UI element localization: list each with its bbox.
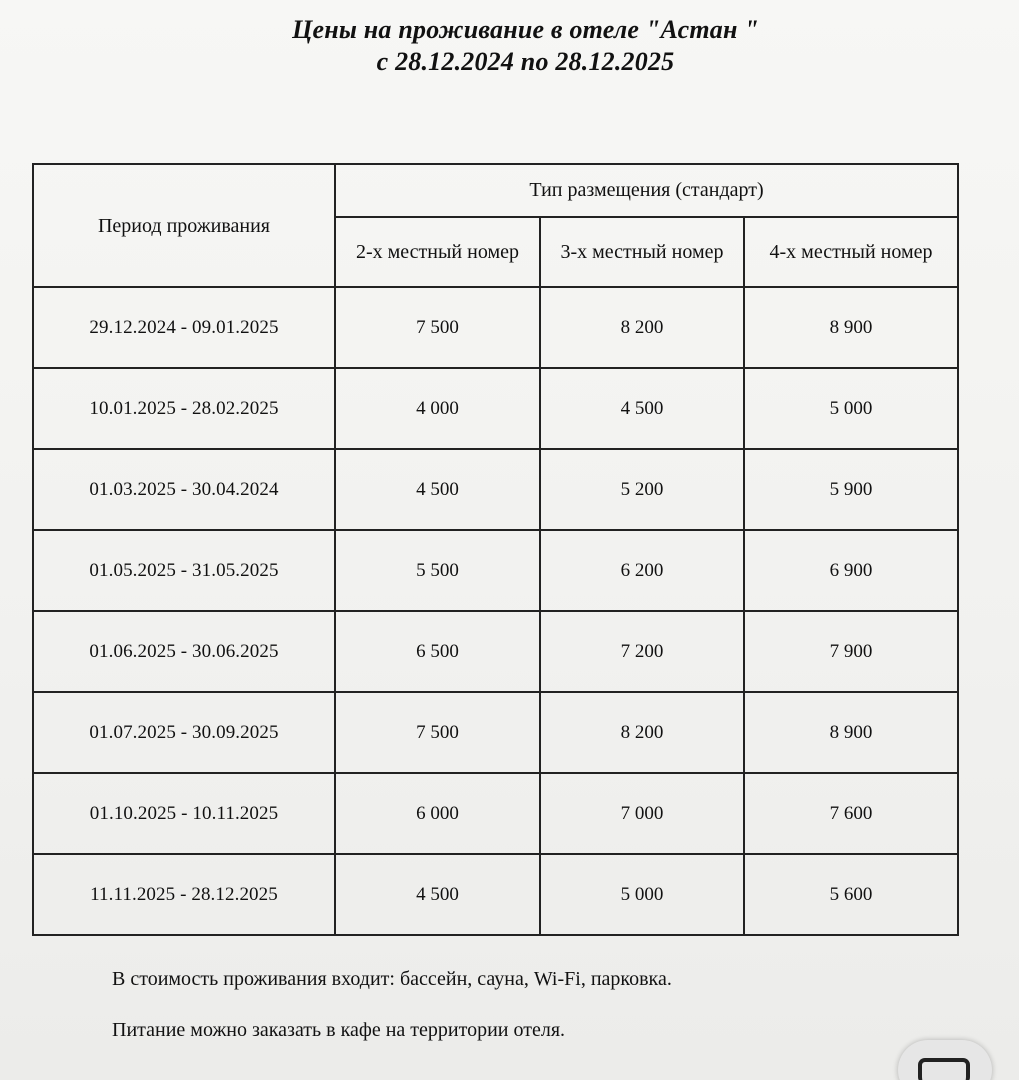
table-row	[33, 773, 958, 854]
document-title: Цены на проживание в отеле "Астан "	[292, 15, 759, 44]
period-cell: 01.10.2025 - 10.11.2025	[33, 773, 335, 854]
food-note: Питание можно заказать в кафе на территории отеля.	[112, 1019, 566, 1041]
price-cell: 6 200	[540, 530, 744, 611]
price-cell: 5 000	[540, 854, 744, 935]
period-cell: 01.05.2025 - 31.05.2025	[33, 530, 335, 611]
period-cell: 10.01.2025 - 28.02.2025	[33, 368, 335, 449]
included-services-note: В стоимость проживания входит: бассейн, сауна, Wi-Fi, парковка.	[112, 968, 672, 990]
price-cell: 7 600	[744, 773, 958, 854]
room-type-header-2: 2-х местный номер	[335, 217, 540, 287]
price-cell: 5 000	[744, 368, 958, 449]
period-header: Период проживания	[33, 164, 335, 287]
room-type-header-3: 3-х местный номер	[540, 217, 744, 287]
price-cell: 7 900	[744, 611, 958, 692]
period-cell: 29.12.2024 - 09.01.2025	[33, 287, 335, 368]
table-row	[33, 530, 958, 611]
price-cell: 6 500	[335, 611, 540, 692]
price-cell: 8 900	[744, 692, 958, 773]
period-cell: 01.03.2025 - 30.04.2024	[33, 449, 335, 530]
price-cell: 5 200	[540, 449, 744, 530]
accommodation-type-header: Тип размещения (стандарт)	[335, 164, 958, 217]
document-subtitle-dates: с 28.12.2024 по 28.12.2025	[376, 47, 675, 76]
table-row	[33, 854, 958, 935]
table-row	[33, 287, 958, 368]
price-cell: 4 500	[540, 368, 744, 449]
period-cell: 11.11.2025 - 28.12.2025	[33, 854, 335, 935]
price-cell: 7 500	[335, 287, 540, 368]
price-cell: 4 500	[335, 854, 540, 935]
period-cell: 01.07.2025 - 30.09.2025	[33, 692, 335, 773]
table-row	[33, 611, 958, 692]
table-row	[33, 449, 958, 530]
period-cell: 01.06.2025 - 30.06.2025	[33, 611, 335, 692]
price-cell: 6 000	[335, 773, 540, 854]
scan-text-icon	[918, 1058, 970, 1080]
price-cell: 8 200	[540, 692, 744, 773]
price-cell: 5 600	[744, 854, 958, 935]
price-cell: 6 900	[744, 530, 958, 611]
table-row	[33, 692, 958, 773]
price-cell: 7 200	[540, 611, 744, 692]
room-type-header-4: 4-х местный номер	[744, 217, 958, 287]
price-cell: 5 500	[335, 530, 540, 611]
scan-text-button[interactable]	[898, 1040, 992, 1080]
price-table	[32, 163, 959, 936]
price-cell: 5 900	[744, 449, 958, 530]
price-cell: 7 500	[335, 692, 540, 773]
price-cell: 4 000	[335, 368, 540, 449]
table-row	[33, 368, 958, 449]
price-cell: 8 900	[744, 287, 958, 368]
price-cell: 7 000	[540, 773, 744, 854]
price-cell: 4 500	[335, 449, 540, 530]
price-cell: 8 200	[540, 287, 744, 368]
